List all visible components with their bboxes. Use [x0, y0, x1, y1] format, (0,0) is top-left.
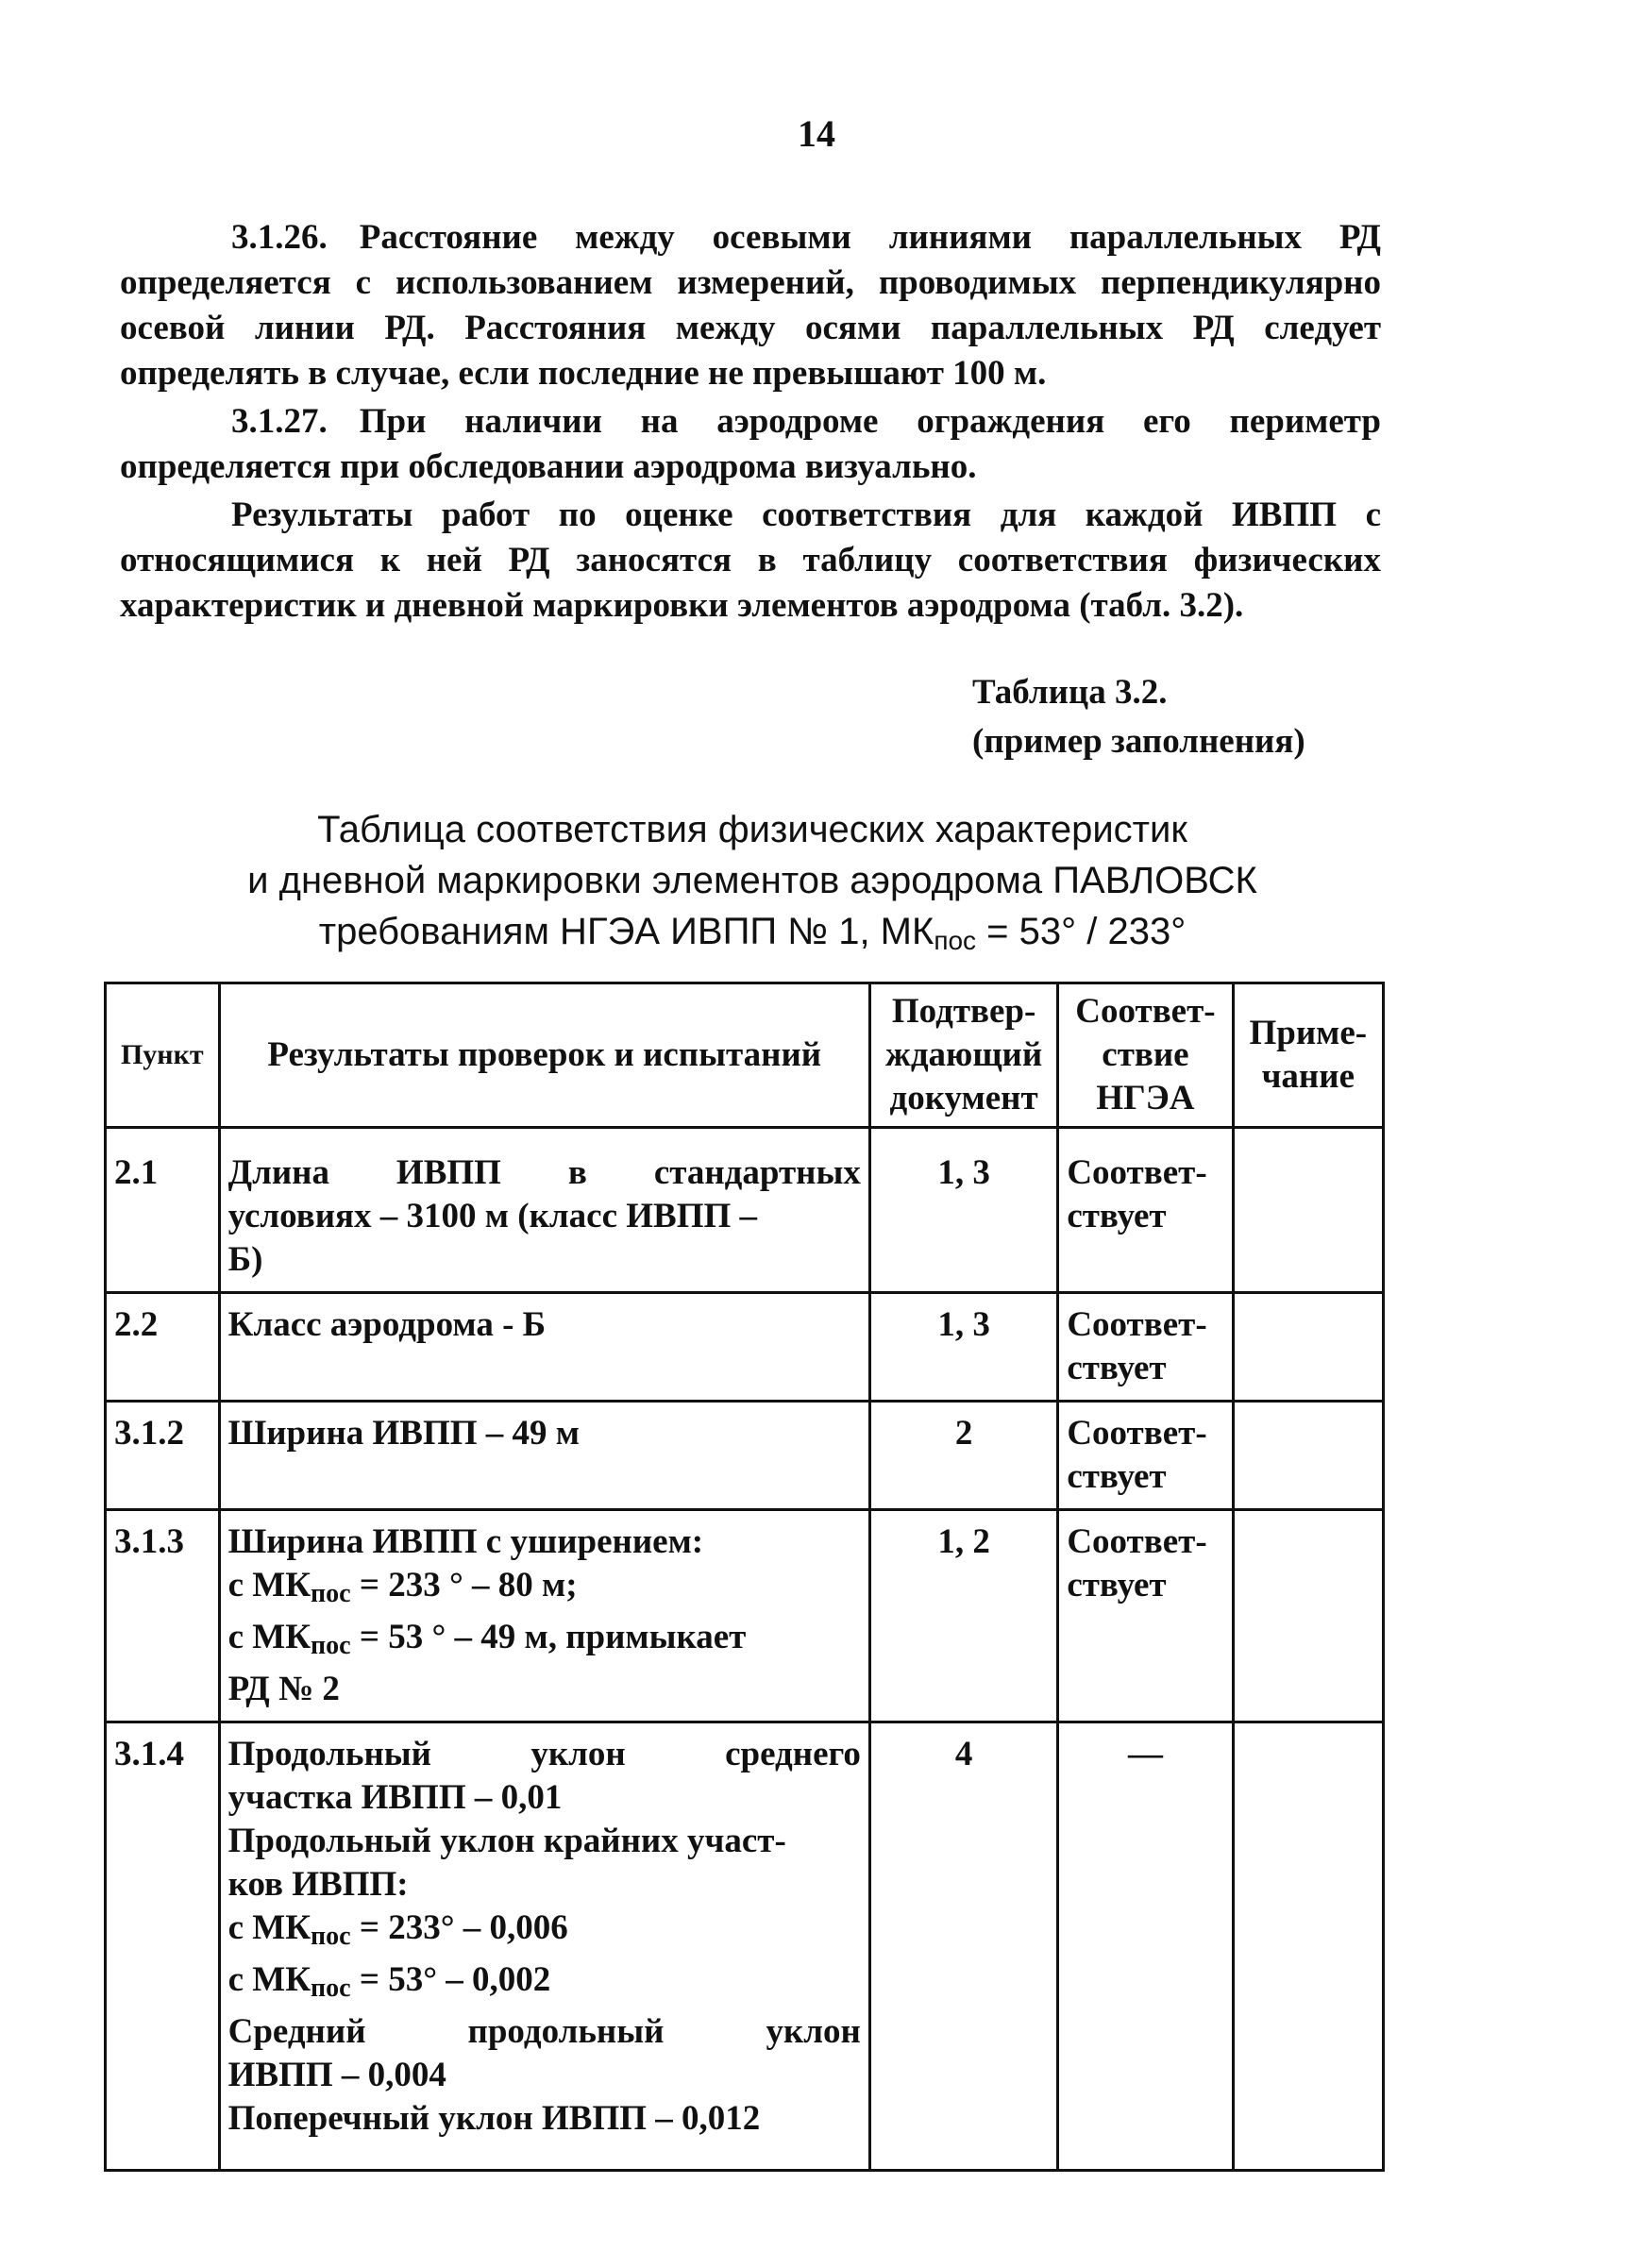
cell-point: 3.1.4 — [106, 1722, 220, 2171]
page-number: 14 — [798, 112, 835, 155]
cell-result — [219, 1293, 869, 1402]
table-caption-number: Таблица 3.2. — [972, 673, 1168, 712]
cell-result — [219, 1510, 869, 1722]
conformity-table — [104, 982, 1385, 2172]
table-row — [106, 1510, 1384, 1722]
table-caption — [972, 668, 1305, 766]
paragraph-text: Результаты работ по оценке соответствия для каждой ИВПП с относящимися к ней РД заносятся в таблицу соответствия физических характеристик и дневной маркировки элементов аэродрома (табл. 3.2). — [120, 496, 1381, 625]
cell-note — [1233, 1510, 1383, 1722]
table-row — [106, 1402, 1384, 1510]
result-line — [228, 1958, 861, 2010]
result-line: ков ИВПП: — [227, 1865, 409, 1904]
conformity-line: Соответ- — [1067, 1153, 1207, 1192]
result-line: ИВПП – 0,004 — [227, 2056, 446, 2094]
result-text: = 233° – 0,006 — [350, 1908, 568, 1947]
cell-result — [219, 1402, 869, 1510]
cell-point: 2.1 — [106, 1128, 220, 1293]
conformity-line: — — [1127, 1735, 1163, 1773]
result-subscript: пос — [311, 1922, 351, 1951]
header-note-l1: Приме- — [1249, 1014, 1368, 1052]
paragraph-text: При наличии на аэродроме ограждения его периметр определяется при обследовании аэродрома визуально. — [120, 402, 1381, 486]
cell-document: 2 — [869, 1402, 1057, 1510]
cell-conformity — [1058, 1510, 1233, 1722]
result-line: Продольный уклон среднего — [227, 1735, 861, 1773]
result-line: участка ИВПП – 0,01 — [227, 1778, 563, 1817]
cell-conformity — [1058, 1293, 1233, 1402]
cell-note — [1233, 1722, 1383, 2171]
cell-note — [1233, 1402, 1383, 1510]
table-row — [106, 1722, 1384, 2171]
cell-note — [1233, 1293, 1383, 1402]
conformity-line: Соответ- — [1067, 1305, 1207, 1344]
conformity-line: ствует — [1067, 1349, 1167, 1387]
paragraph-number: 3.1.27. — [231, 402, 328, 441]
table-row — [106, 1293, 1384, 1402]
cell-result — [219, 1128, 869, 1293]
header-conformity-l1: Соответ- — [1075, 992, 1216, 1031]
result-line: Продольный уклон крайних участ- — [227, 1822, 786, 1860]
cell-document: 4 — [869, 1722, 1057, 2171]
header-note — [1233, 983, 1383, 1128]
title-text: требованиям НГЭА ИВПП № 1, МК — [318, 911, 934, 952]
result-line — [228, 1564, 861, 1616]
title-text-post: = 53° / 233° — [976, 911, 1187, 952]
result-line: Длина ИВПП в стандартных — [227, 1153, 861, 1192]
header-document-l1: Подтвер- — [891, 992, 1036, 1031]
result-line: РД № 2 — [227, 1670, 340, 1708]
body-text — [120, 215, 1381, 631]
header-conformity-l2: ствие — [1102, 1035, 1189, 1074]
title-subscript: пос — [934, 926, 977, 955]
cell-document: 1, 2 — [869, 1510, 1057, 1722]
header-conformity — [1058, 983, 1233, 1128]
paragraph-number: 3.1.26. — [231, 218, 328, 257]
cell-conformity — [1058, 1402, 1233, 1510]
result-text: с МК — [227, 1618, 311, 1656]
result-line: Средний продольный уклон — [227, 2012, 861, 2051]
result-text: = 53° – 0,002 — [350, 1960, 551, 1999]
table-caption-note: (пример заполнения) — [972, 722, 1305, 761]
cell-point: 3.1.2 — [106, 1402, 220, 1510]
paragraph-3-1-27 — [120, 399, 1381, 490]
table-title-line-3 — [120, 906, 1385, 966]
result-subscript: пос — [311, 1631, 351, 1660]
cell-point: 3.1.3 — [106, 1510, 220, 1722]
result-line: Ширина ИВПП – 49 м — [227, 1414, 580, 1453]
result-line: условиях – 3100 м (класс ИВПП – — [227, 1197, 758, 1235]
result-text: = 233 ° – 80 м; — [350, 1566, 578, 1604]
paragraph-results — [120, 493, 1381, 629]
cell-conformity — [1058, 1128, 1233, 1293]
conformity-line: Соответ- — [1067, 1414, 1207, 1453]
paragraph-text: Расстояние между осевыми линиями параллельных РД определяется с использованием измерений, проводимых перпендикулярно осевой линии РД. Расстояния между осями параллельных РД следует определять в случае, если последние не превышают 100 м. — [120, 218, 1381, 393]
header-conformity-l3: НГЭА — [1096, 1079, 1195, 1117]
result-subscript: пос — [311, 1974, 351, 2003]
result-line: Поперечный уклон ИВПП – 0,012 — [227, 2099, 761, 2138]
result-line: Ширина ИВПП с уширением: — [227, 1522, 704, 1561]
header-note-l2: чание — [1261, 1057, 1355, 1096]
conformity-line: ствует — [1067, 1566, 1167, 1604]
header-document-l2: ждающий — [885, 1035, 1043, 1074]
header-results: Результаты проверок и испытаний — [219, 983, 869, 1128]
table-title-line-2: и дневной маркировки элементов аэродрома ПАВЛОВСК — [247, 860, 1257, 901]
table-title-line-1: Таблица соответствия физических характеристик — [317, 809, 1187, 850]
cell-document: 1, 3 — [869, 1128, 1057, 1293]
table-header-row — [106, 983, 1384, 1128]
result-line: Б) — [227, 1240, 263, 1279]
cell-point: 2.2 — [106, 1293, 220, 1402]
cell-result — [219, 1722, 869, 2171]
result-line — [228, 1616, 861, 1668]
result-text: с МК — [227, 1960, 311, 1999]
table-row — [106, 1128, 1384, 1293]
cell-document: 1, 3 — [869, 1293, 1057, 1402]
header-document — [869, 983, 1057, 1128]
cell-conformity — [1058, 1722, 1233, 2171]
paragraph-3-1-26 — [120, 215, 1381, 396]
result-line — [228, 1907, 861, 1958]
result-subscript: пос — [311, 1579, 351, 1608]
result-line: Класс аэродрома - Б — [227, 1305, 547, 1344]
result-text: = 53 ° – 49 м, примыкает — [350, 1618, 747, 1656]
conformity-line: Соответ- — [1067, 1522, 1207, 1561]
conformity-line: ствует — [1067, 1457, 1167, 1496]
header-document-l3: документ — [889, 1079, 1038, 1117]
cell-note — [1233, 1128, 1383, 1293]
header-point: Пункт — [106, 983, 220, 1128]
result-text: с МК — [227, 1566, 311, 1604]
result-text: с МК — [227, 1908, 311, 1947]
table-title — [120, 804, 1385, 966]
conformity-line: ствует — [1067, 1197, 1167, 1235]
